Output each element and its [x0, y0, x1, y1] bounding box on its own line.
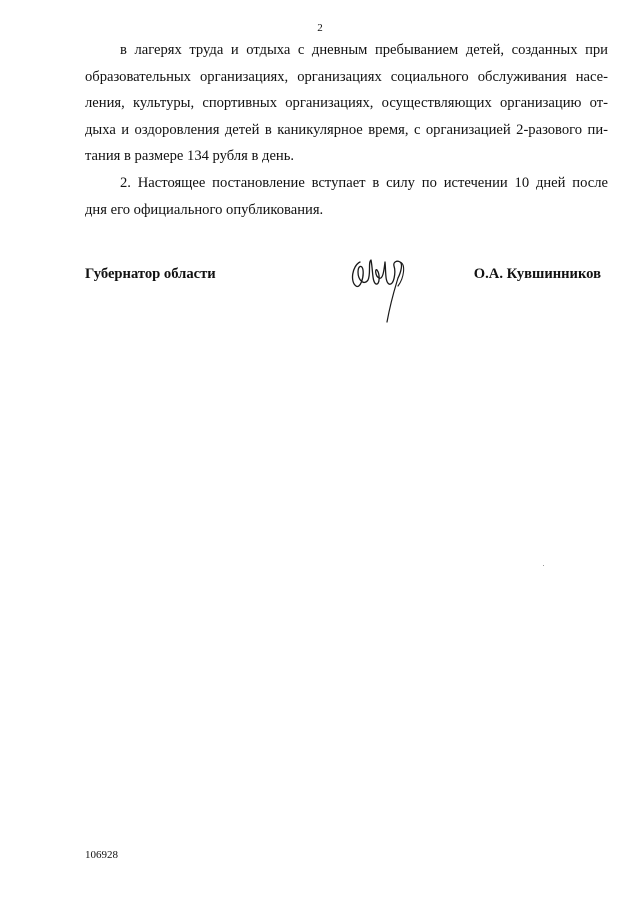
document-body: [85, 37, 608, 223]
paragraph-2: [85, 170, 608, 223]
document-code: 106928: [85, 849, 118, 861]
paragraph-2-line-1: 2. Настоящее постановление вступает в силу по истечении 10 дней после: [120, 174, 608, 191]
paragraph-1: [85, 37, 608, 170]
scan-speck: [543, 565, 544, 566]
signature-stroke-loop: [398, 262, 404, 286]
paragraph-1-line-5: тания в размере 134 рубля в день.: [85, 148, 295, 165]
paragraph-1-line-4: дыха и оздоровления детей в каникулярное время, с организацией 2-разового пи-: [85, 121, 608, 138]
paragraph-1-line-3: ления, культуры, спортивных организациях, осуществляющих организацию от-: [85, 95, 608, 112]
signer-title: Губернатор области: [85, 266, 216, 282]
signature-stroke-tail: [387, 278, 398, 322]
signer-name: О.А. Кувшинников: [473, 266, 601, 282]
signature-row: [85, 266, 601, 306]
page-number: 2: [317, 22, 323, 34]
handwritten-signature: [346, 248, 416, 326]
paragraph-2-line-2: дня его официального опубликования.: [85, 201, 324, 218]
signature-stroke-main: [353, 260, 402, 287]
paragraph-1-line-2: образовательных организациях, организациях социального обслуживания насе-: [85, 68, 608, 85]
paragraph-1-line-1: в лагерях труда и отдыха с дневным пребыванием детей, созданных при: [120, 42, 608, 58]
